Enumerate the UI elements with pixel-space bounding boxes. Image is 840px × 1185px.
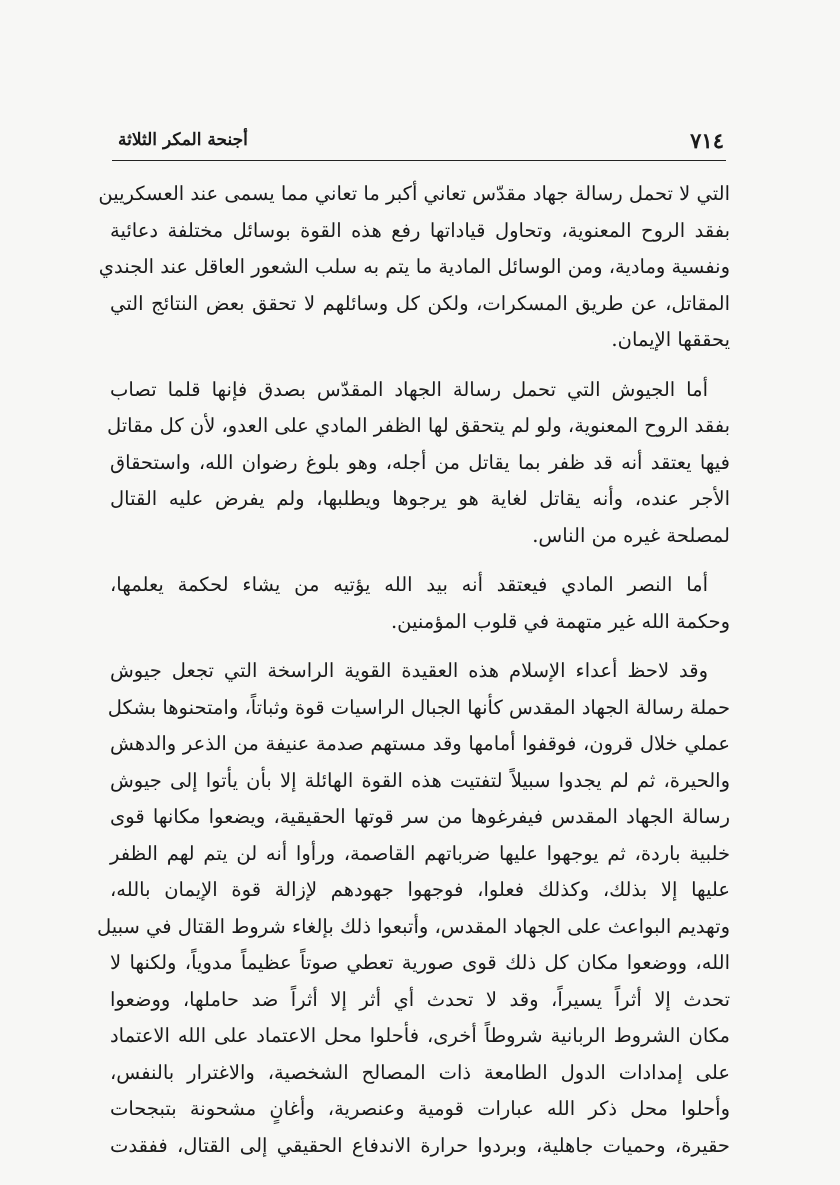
- paragraph-3: [110, 567, 730, 640]
- text-line: عليها إلا بذلك، وكذلك فعلوا، فوجهوا جهودهم لإزالة قوة الإيمان بالله،: [110, 878, 730, 901]
- text-line: تحدث إلا أثراً يسيراً، وقد لا تحدث أي أثر إلا أثراً ضد حاملها، ووضعوا: [110, 987, 730, 1011]
- text-line: فيها يعتقد أنه قد ظفر بما يقاتل من أجله، وهو بلوغ رضوان الله، واستحقاق: [110, 450, 730, 474]
- text-line: أما النصر المادي فيعتقد أنه بيد الله يؤتيه من يشاء لحكمة يعلمها،: [110, 573, 708, 596]
- text-line: وأحلوا محل ذكر الله عبارات قومية وعنصرية، وأغانٍ مشحونة بتبجحات: [110, 1097, 730, 1120]
- text-line: حملة رسالة الجهاد المقدس كأنها الجبال الراسيات قوة وثباتاً، وامتحنوها بشكل: [107, 695, 730, 719]
- paragraph-4: [96, 653, 730, 1164]
- text-line: أما الجيوش التي تحمل رسالة الجهاد المقدّس بصدق فإنها قلما تصاب: [110, 377, 708, 401]
- header-rule: [112, 160, 726, 161]
- text-line: ونفسية ومادية، ومن الوسائل المادية ما يتم به سلب الشعور العاقل عند الجندي: [98, 255, 730, 278]
- text-line: حقيرة، وحميات جاهلية، وبردوا حرارة الاندفاع الحقيقي إلى القتال، ففقدت: [110, 1133, 730, 1157]
- text-line: وحكمة الله غير متهمة في قلوب المؤمنين.: [390, 609, 730, 633]
- text-line: وقد لاحظ أعداء الإسلام هذه العقيدة القوية الراسخة التي تجعل جيوش: [110, 659, 708, 682]
- text-line: المقاتل، عن طريق المسكرات، ولكن كل وسائلهم لا تحقق بعض النتائج التي: [110, 291, 730, 315]
- text-line: بفقد الروح المعنوية، ولو لم يتحقق لها الظفر المادي على العدو، لأن كل مقاتل: [106, 414, 730, 437]
- page-header: [118, 128, 724, 158]
- page-number: ٧١٤: [690, 128, 724, 153]
- text-line: عملي خلال قرون، فوقفوا أمامها وقد مستهم صدمة عنيفة من الذعر والدهش: [110, 732, 730, 755]
- body-text: [96, 176, 730, 1177]
- paragraph-2: [106, 372, 730, 555]
- paragraph-1: [98, 176, 730, 359]
- running-title: أجنحة المكر الثلاثة: [118, 130, 248, 150]
- text-line: التي لا تحمل رسالة جهاد مقدّس تعاني أكبر ما تعاني مما يسمى عند العسكريين: [98, 182, 730, 205]
- text-line: لمصلحة غيره من الناس.: [532, 523, 730, 547]
- text-line: الأجر عنده، وأنه يقاتل لغاية هو يرجوها ويطلبها، ولم يفرض عليه القتال: [110, 487, 730, 510]
- text-line: رسالة الجهاد المقدس فيفرغوها من سر قوتها الحقيقية، ويضعوا مكانها قوى: [110, 805, 730, 828]
- text-line: بفقد الروح المعنوية، وتحاول قياداتها رفع هذه القوة بوسائل مختلفة دعائية: [110, 218, 730, 242]
- text-line: يحققها الإيمان.: [611, 328, 730, 351]
- text-line: والحيرة، ثم لم يجدوا سبيلاً لتفتيت هذه القوة الهائلة إلا بأن يأتوا إلى جيوش: [110, 768, 730, 792]
- text-line: على إمدادات الدول الطامعة ذات المصالح الشخصية، والاغترار بالنفس،: [110, 1060, 730, 1084]
- text-line: الله، ووضعوا مكان كل ذلك قوى صورية تعطي صوتاً عظيماً مدوياً، ولكنها لا: [110, 951, 730, 974]
- text-line: خلبية باردة، ثم يوجهوا عليها ضرباتهم القاصمة، ورأوا أنه لن يتم لهم الظفر: [110, 841, 730, 865]
- text-line: مكان الشروط الربانية شروطاً أخرى، فأحلوا محل الاعتماد على الله الاعتماد: [110, 1024, 730, 1047]
- text-line: وتهديم البواعث على الجهاد المقدس، وأتبعوا ذلك بإلغاء شروط القتال في سبيل: [96, 914, 730, 938]
